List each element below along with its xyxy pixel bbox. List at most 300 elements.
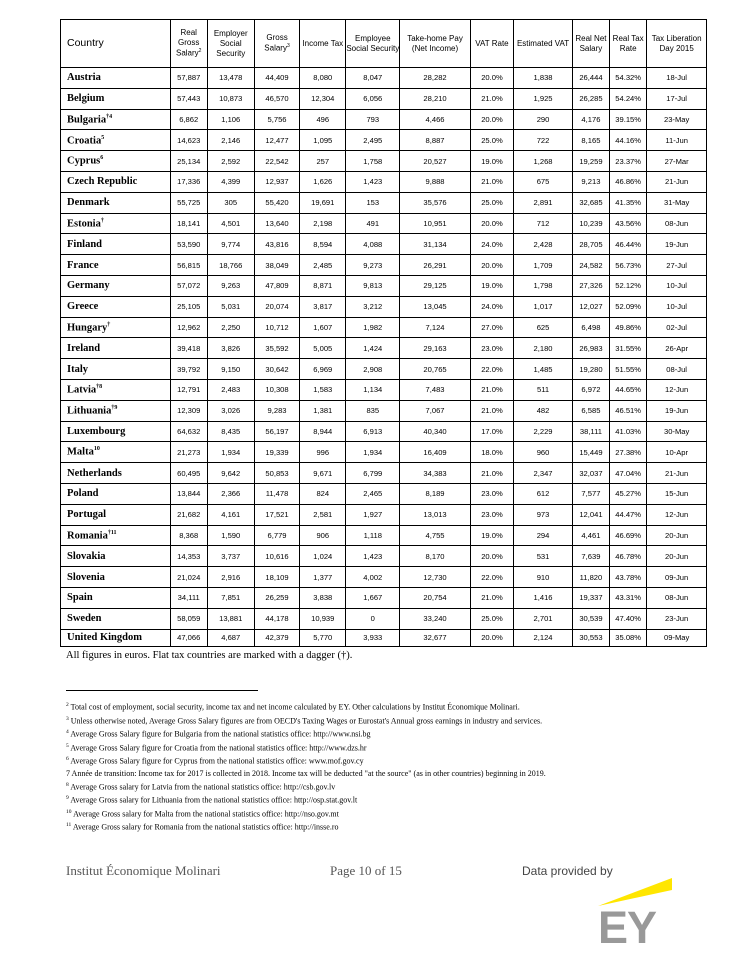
table-cell: 46,570 [254,88,300,109]
table-cell: 2,485 [300,255,346,276]
table-cell: 1,268 [514,151,573,172]
table-cell: 21.0% [470,171,514,192]
country-cell [61,234,171,255]
table-cell: 56,197 [254,421,300,442]
table-row [61,587,707,608]
country-footnote-mark: 10 [93,446,100,453]
footer-page-number: Page 10 of 15 [330,863,402,878]
table-row [61,442,707,463]
table-cell: 2,146 [207,130,254,151]
table-row [61,68,707,89]
table-row [61,525,707,546]
table-cell: 15,449 [572,442,609,463]
footnote-rule [66,690,258,691]
country-name: Ireland [67,342,101,354]
table-cell: 10,951 [400,213,470,234]
table-cell: 20,754 [400,587,470,608]
table-cell: 6,913 [346,421,400,442]
table-cell: 13,478 [207,68,254,89]
country-name: Bulgaria [67,114,107,126]
country-cell [61,379,171,400]
table-cell: 12,937 [254,171,300,192]
country-footnote-mark: 5 [101,134,105,141]
table-cell: 38,111 [572,421,609,442]
country-cell [61,255,171,276]
table-cell: 1,381 [300,400,346,421]
table-cell: 8,047 [346,68,400,89]
table-cell: 57,887 [170,68,207,89]
footnote-text: Average Gross Salary figure for Cyprus from the national statistics office: www.mof.gov.cy [70,756,364,766]
table-cell: 3,737 [207,546,254,567]
table-cell: 20.0% [470,68,514,89]
table-cell: 49.86% [610,317,647,338]
table-cell: 910 [514,567,573,588]
table-cell: 54.24% [610,88,647,109]
table-cell: 2,465 [346,483,400,504]
column-header [254,20,300,68]
table-cell: 19,691 [300,192,346,213]
table-row [61,483,707,504]
table-cell: 8,189 [400,483,470,504]
table-cell: 11,478 [254,483,300,504]
table-cell: 1,423 [346,171,400,192]
column-header-label: Tax Liberation Day 2015 [651,33,702,53]
table-cell: 531 [514,546,573,567]
country-name: Czech Republic [67,176,138,188]
table-cell: 1,607 [300,317,346,338]
table-cell: 02-Jul [647,317,707,338]
table-cell: 5,005 [300,338,346,359]
table-cell: 6,799 [346,463,400,484]
table-row [61,234,707,255]
table-cell: 7,483 [400,379,470,400]
table-cell: 5,031 [207,296,254,317]
table-cell: 9,642 [207,463,254,484]
table-cell: 722 [514,130,573,151]
table-cell: 19-Jun [647,400,707,421]
table-cell: 21,024 [170,567,207,588]
country-name: Germany [67,280,110,292]
table-cell: 4,002 [346,567,400,588]
country-name: Lithuania [67,405,112,417]
table-cell: 30-May [647,421,707,442]
table-cell: 39.15% [610,109,647,130]
footnote-mark: 8 [66,781,69,788]
table-cell: 26,285 [572,88,609,109]
country-name: Slovakia [67,550,106,562]
table-cell: 51.55% [610,359,647,380]
table-cell: 4,687 [207,629,254,646]
table-cell: 7,124 [400,317,470,338]
table-cell: 8,080 [300,68,346,89]
table-cell: 10,616 [254,546,300,567]
table-cell: 21.0% [470,463,514,484]
table-cell: 8,887 [400,130,470,151]
table-cell: 3,212 [346,296,400,317]
footnote-mark: 4 [66,729,69,736]
country-cell [61,587,171,608]
table-cell: 24,582 [572,255,609,276]
country-cell [61,359,171,380]
footnote-mark: 3 [66,715,69,722]
column-header-footnote-mark: 2 [198,48,202,55]
table-cell: 5,770 [300,629,346,646]
table-cell: 906 [300,525,346,546]
table-cell: 35,576 [400,192,470,213]
table-cell: 46.44% [610,234,647,255]
table-cell: 10-Apr [647,442,707,463]
table-cell: 2,908 [346,359,400,380]
table-cell: 20.0% [470,255,514,276]
table-cell: 28,210 [400,88,470,109]
table-body [61,68,707,647]
table-row [61,379,707,400]
table-cell: 793 [346,109,400,130]
table-row [61,338,707,359]
table-cell: 27,326 [572,275,609,296]
table-cell: 1,927 [346,504,400,525]
column-header-label: Real Gross Salary [175,28,200,58]
table-cell: 43.56% [610,213,647,234]
table-cell: 2,916 [207,567,254,588]
footnote [66,807,706,821]
table-cell: 31.55% [610,338,647,359]
table-cell: 27-Mar [647,151,707,172]
footnote-text: Total cost of employment, social security, income tax and net income calculated by EY. Other calculations by Institut Économique Molinari. [70,702,520,712]
footnote [66,714,706,728]
table-cell: 33,240 [400,608,470,629]
table-cell: 625 [514,317,573,338]
country-footnote-mark: † [100,217,104,224]
table-row [61,421,707,442]
table-row [61,317,707,338]
table-cell: 12,027 [572,296,609,317]
table-cell: 4,501 [207,213,254,234]
column-header-label: Income Tax [302,38,344,48]
table-cell: 973 [514,504,573,525]
footnote-text: 7 Année de transition: Income tax for 2017 is collected in 2018. Income tax will be deducted "at the source" (as in other countries) beginning in 2019. [66,768,546,778]
table-cell: 22,542 [254,151,300,172]
footer-institute: Institut Économique Molinari [66,863,221,878]
column-header [572,20,609,68]
table-cell: 1,424 [346,338,400,359]
table-cell: 31,134 [400,234,470,255]
table-cell: 42,379 [254,629,300,646]
footnote-mark: 6 [66,756,69,763]
table-cell: 17,336 [170,171,207,192]
table-cell: 11-Jun [647,130,707,151]
table-cell: 2,891 [514,192,573,213]
column-header-label: Gross Salary [264,33,288,53]
table-cell: 32,037 [572,463,609,484]
table-cell: 4,461 [572,525,609,546]
table-cell: 31-May [647,192,707,213]
column-header-label: Real Net Salary [575,33,607,53]
country-name: Poland [67,488,99,500]
table-cell: 2,366 [207,483,254,504]
country-name: Italy [67,363,88,375]
table-cell: 12,309 [170,400,207,421]
table-cell: 19,259 [572,151,609,172]
table-cell: 6,972 [572,379,609,400]
table-cell: 19-Jun [647,234,707,255]
table-cell: 6,585 [572,400,609,421]
country-name: Hungary [67,322,108,334]
footnote-text: Average Gross salary for Malta from the national statistics office: http://nso.gov.mt [73,809,339,819]
footnote-mark: 9 [66,795,69,802]
table-cell: 43.31% [610,587,647,608]
country-name: Croatia [67,135,102,147]
table-cell: 47.04% [610,463,647,484]
table-cell: 2,250 [207,317,254,338]
table-cell: 18-Jul [647,68,707,89]
table-cell: 305 [207,192,254,213]
table-cell: 25.0% [470,608,514,629]
table-cell: 14,353 [170,546,207,567]
table-cell: 21.0% [470,587,514,608]
footnote-mark: 10 [66,808,72,815]
table-cell: 1,377 [300,567,346,588]
table-cell: 7,851 [207,587,254,608]
footnote [66,754,706,768]
country-name: United Kingdom [67,632,142,644]
table-cell: 08-Jul [647,359,707,380]
ey-logo-text: EY [598,902,657,953]
table-row [61,130,707,151]
table-cell: 9,888 [400,171,470,192]
country-cell [61,608,171,629]
table-cell: 17.0% [470,421,514,442]
country-name: Romania [67,530,108,542]
country-footnote-mark: †8 [96,384,103,391]
table-cell: 56.73% [610,255,647,276]
tax-data-table [60,19,707,647]
table-cell: 10,873 [207,88,254,109]
table-cell: 8,368 [170,525,207,546]
table-cell: 22.0% [470,567,514,588]
table-cell: 46.86% [610,171,647,192]
footnote-text: Average Gross salary for Latvia from the national statistics office: http://csb.gov.lv [70,782,336,792]
table-cell: 45.27% [610,483,647,504]
footnote-mark: 2 [66,702,69,708]
table-cell: 23.0% [470,338,514,359]
country-name: Malta [67,446,94,458]
table-cell: 60,495 [170,463,207,484]
footnote [66,820,706,834]
table-cell: 12,962 [170,317,207,338]
table-cell: 2,495 [346,130,400,151]
column-header-label: Country [67,36,104,49]
table-cell: 27.0% [470,317,514,338]
table-cell: 3,838 [300,587,346,608]
table-row [61,567,707,588]
table-cell: 21-Jun [647,463,707,484]
table-cell: 44.65% [610,379,647,400]
table-cell: 1,095 [300,130,346,151]
country-name: France [67,259,99,271]
column-header-label: VAT Rate [475,38,509,48]
country-cell [61,463,171,484]
country-cell [61,483,171,504]
table-row [61,463,707,484]
country-cell [61,296,171,317]
footnote-text: Unless otherwise noted, Average Gross Salary figures are from OECD's Taxing Wages or Eurostat's Annual gross earnings in industry and services. [70,716,543,726]
table-cell: 43.78% [610,567,647,588]
table-row [61,400,707,421]
table-cell: 38,049 [254,255,300,276]
table-cell: 3,026 [207,400,254,421]
column-header [400,20,470,68]
table-cell: 9,671 [300,463,346,484]
table-cell: 9,283 [254,400,300,421]
table-cell: 20-Jun [647,546,707,567]
table-cell: 08-Jun [647,587,707,608]
column-header-label: Real Tax Rate [612,33,644,53]
table-cell: 4,088 [346,234,400,255]
country-footnote-mark: †9 [111,404,118,411]
table-cell: 32,677 [400,629,470,646]
table-row [61,296,707,317]
table-cell: 675 [514,171,573,192]
table-cell: 13,013 [400,504,470,525]
table-cell: 4,466 [400,109,470,130]
table-cell: 25.0% [470,192,514,213]
table-cell: 41.03% [610,421,647,442]
country-cell [61,338,171,359]
table-cell: 4,755 [400,525,470,546]
table-cell: 44.47% [610,504,647,525]
country-footnote-mark: 6 [100,155,104,162]
country-cell [61,213,171,234]
country-name: Greece [67,301,99,313]
table-cell: 21,273 [170,442,207,463]
country-name: Slovenia [67,571,105,583]
table-cell: 39,792 [170,359,207,380]
table-cell: 24.0% [470,296,514,317]
table-cell: 09-Jun [647,567,707,588]
table-row [61,109,707,130]
table-cell: 2,701 [514,608,573,629]
table-cell: 12,791 [170,379,207,400]
table-row [61,546,707,567]
table-cell: 44,409 [254,68,300,89]
table-cell: 26-Apr [647,338,707,359]
table-cell: 16,409 [400,442,470,463]
table-row [61,88,707,109]
table-cell: 12,730 [400,567,470,588]
country-footnote-mark: †11 [107,529,117,536]
table-cell: 54.32% [610,68,647,89]
table-cell: 25,134 [170,151,207,172]
table-cell: 39,418 [170,338,207,359]
table-cell: 3,933 [346,629,400,646]
country-name: Luxembourg [67,425,126,437]
column-header [610,20,647,68]
table-cell: 30,539 [572,608,609,629]
table-cell: 4,161 [207,504,254,525]
table-cell: 11,820 [572,567,609,588]
table-cell: 23.0% [470,504,514,525]
table-cell: 5,756 [254,109,300,130]
table-cell: 13,640 [254,213,300,234]
country-name: Denmark [67,197,110,209]
table-cell: 9,213 [572,171,609,192]
table-cell: 8,435 [207,421,254,442]
footnote-mark: 11 [66,822,72,829]
table-cell: 27-Jul [647,255,707,276]
column-header-label: Estimated VAT [516,38,570,48]
country-name: Sweden [67,613,102,625]
table-cell: 1,982 [346,317,400,338]
footnote-text: Average Gross Salary figure for Bulgaria from the national statistics office: http://www.nsi.bg [70,729,371,739]
table-cell: 2,124 [514,629,573,646]
table-cell: 21.0% [470,400,514,421]
table-cell: 28,705 [572,234,609,255]
table-cell: 491 [346,213,400,234]
table-cell: 21-Jun [647,171,707,192]
table-cell: 55,725 [170,192,207,213]
column-header-label: Employee Social Security [346,33,400,53]
table-cell: 52.09% [610,296,647,317]
table-cell: 47,809 [254,275,300,296]
table-cell: 43,816 [254,234,300,255]
table-cell: 46.51% [610,400,647,421]
table-cell: 1,118 [346,525,400,546]
table-cell: 1,758 [346,151,400,172]
table-cell: 3,817 [300,296,346,317]
table-cell: 57,072 [170,275,207,296]
table-cell: 824 [300,483,346,504]
country-cell [61,151,171,172]
country-name: Finland [67,238,103,250]
table-cell: 09-May [647,629,707,646]
table-cell: 0 [346,608,400,629]
table-cell: 52.12% [610,275,647,296]
column-header [647,20,707,68]
table-cell: 19,337 [572,587,609,608]
table-cell: 46.78% [610,546,647,567]
table-cell: 1,423 [346,546,400,567]
table-cell: 257 [300,151,346,172]
table-cell: 20.0% [470,546,514,567]
table-cell: 34,111 [170,587,207,608]
table-cell: 14,623 [170,130,207,151]
country-cell [61,68,171,89]
table-cell: 12-Jun [647,379,707,400]
table-cell: 28,282 [400,68,470,89]
table-cell: 1,485 [514,359,573,380]
table-cell: 18,766 [207,255,254,276]
table-cell: 10,239 [572,213,609,234]
table-cell: 835 [346,400,400,421]
table-cell: 1,838 [514,68,573,89]
table-cell: 30,553 [572,629,609,646]
table-cell: 9,150 [207,359,254,380]
table-cell: 19.0% [470,151,514,172]
country-cell [61,546,171,567]
table-cell: 10,712 [254,317,300,338]
table-cell: 7,639 [572,546,609,567]
country-cell [61,629,171,646]
country-cell [61,421,171,442]
footnote [66,700,706,714]
table-cell: 55,420 [254,192,300,213]
table-cell: 482 [514,400,573,421]
table-cell: 1,667 [346,587,400,608]
table-cell: 290 [514,109,573,130]
table-cell: 8,170 [400,546,470,567]
table-cell: 23-May [647,109,707,130]
